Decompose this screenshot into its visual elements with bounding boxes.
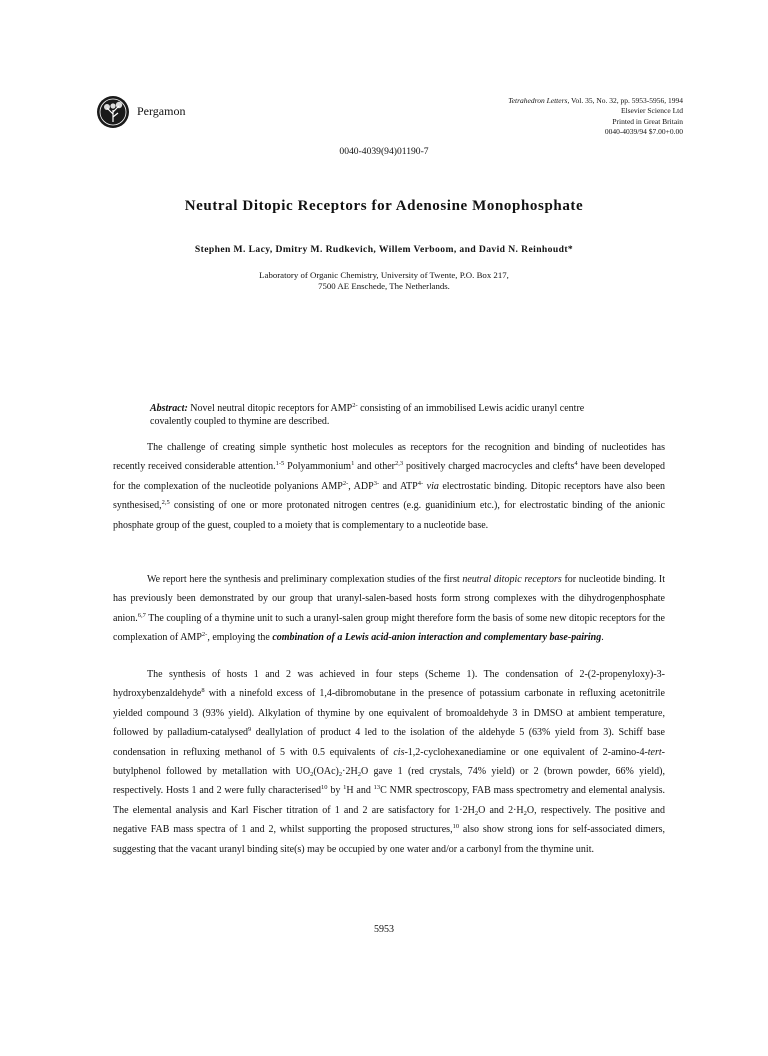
paper-title: Neutral Ditopic Receptors for Adenosine Monophosphate <box>184 198 584 214</box>
text: with a ninefold excess of 1,4-dibromobutane in the presence of potassium carbonate in refluxing acetonitrile yielded compound 3 (93% yield). Alkylation of thymine by one equivalent of bromoaldehyde 3 in DMSO at ambient temperature, followed by palladium-catalysed <box>113 688 665 739</box>
text: . <box>601 632 604 644</box>
issn-line: 0040-4039/94 $7.00+0.00 <box>604 127 683 137</box>
article-code: 0040-4039(94)01190-7 <box>339 146 429 157</box>
text: The synthesis of hosts 1 and 2 was achieved in four steps (Scheme 1). The condensation of 2-(2-propenyloxy)-3-hydroxybenzaldehyde <box>113 669 665 700</box>
printed-line: Printed in Great Britain <box>612 116 683 126</box>
charge-superscript: 4- <box>417 479 424 487</box>
text: deallylation of product 4 led to the isolation of the aldehyde 5 (63% yield from 3). Schiff base condensation in refluxing methanol of 5 with 0.5 equivalents of <box>113 727 665 758</box>
text: C NMR spectroscopy, FAB mass spectrometry and elemental analysis. The elemental analysis and Karl Fischer titration of 1 and 2 are satisfactory for 1·2H <box>113 785 666 816</box>
citation-ref: 2,5 <box>161 499 170 507</box>
italic-text: cis <box>393 746 405 758</box>
citation-ref: 6,7 <box>137 611 146 619</box>
page-number: 5953 <box>374 924 394 935</box>
superscript: 2- <box>352 402 358 409</box>
charge-superscript: 2- <box>201 631 208 639</box>
italic-text: neutral ditopic receptors <box>462 574 562 585</box>
affiliation <box>0 270 768 292</box>
citation-ref: 8 <box>201 687 205 695</box>
subscript: 2 <box>310 771 314 779</box>
text: O and 2·H <box>478 804 524 816</box>
citation-ref: 2,3 <box>395 460 404 468</box>
citation-ref: 1 <box>351 460 355 468</box>
subscript: 2 <box>338 771 343 779</box>
text: also show strong ions for self-associated dimers, suggesting that the vacant uranyl binding site(s) may be occupied by one water and/or a carbonyl from the thymine unit. <box>113 824 665 855</box>
citation-ref: 4 <box>574 460 578 468</box>
subscript: 2 <box>357 771 361 779</box>
publisher-line: Elsevier Science Ltd <box>620 106 683 116</box>
text: and other <box>354 461 395 473</box>
emphasis-text: combination of a Lewis acid-anion interaction and complementary base-pairing <box>272 632 602 644</box>
text: -butylphenol followed by metallation with UO <box>113 746 666 778</box>
affiliation-line-1: Laboratory of Organic Chemistry, University of Twente, P.O. Box 217, <box>259 270 509 280</box>
text: for nucleotide binding. It has previously been demonstrated by our group that uranyl-salen-based hosts form strong complexes with the dihydrogenphosphate anion. <box>113 574 666 624</box>
text: The challenge of creating simple synthetic host molecules as receptors for the recognition and binding of nucleotides has recently received considerable attention. <box>113 442 665 473</box>
citation-ref: 9 <box>248 726 252 734</box>
affiliation-line-2: 7500 AE Enschede, The Netherlands. <box>318 281 450 291</box>
text: We report here the synthesis and preliminary complexation studies of the first <box>147 574 463 585</box>
text: (OAc) <box>313 766 339 778</box>
citation-ref: 10 <box>321 784 328 792</box>
author-list: Stephen M. Lacy, Dmitry M. Rudkevich, Willem Verboom, and David N. Reinhoudt* <box>194 244 574 255</box>
text: and ATP <box>379 480 418 492</box>
body-paragraph-2 <box>113 570 665 648</box>
publisher-name: Pergamon <box>137 104 186 118</box>
italic-text: via <box>423 480 439 492</box>
text: O, respectively. The positive and negative FAB mass spectra of 1 and 2, whilst supporting the proposed structures, <box>113 804 665 836</box>
charge-superscript: 3- <box>373 479 380 487</box>
subscript: 2 <box>523 809 527 817</box>
text: Polyammonium <box>284 461 352 473</box>
isotope-superscript: 13 <box>373 784 381 792</box>
charge-superscript: 2- <box>342 479 349 487</box>
body-paragraph-1 <box>113 438 665 535</box>
citation-ref: 1-5 <box>275 460 285 468</box>
text: The coupling of a thymine unit to such a uranyl-salen group might therefore form the basis of some new ditopic receptors for the complexation of AMP <box>113 612 665 644</box>
text: by <box>327 785 344 797</box>
italic-text: tert <box>647 746 662 758</box>
text: have been developed for the complexation of the nucleotide polyanions AMP <box>113 461 665 492</box>
journal-info <box>508 96 683 138</box>
citation-ref: 10 <box>452 823 460 831</box>
text: ·2H <box>342 766 358 778</box>
journal-citation <box>508 96 683 106</box>
isotope-superscript: 1 <box>343 784 347 792</box>
abstract <box>150 402 618 429</box>
journal-name: Tetrahedron Letters <box>508 96 568 105</box>
subscript: 2 <box>474 809 479 817</box>
text: consisting of one or more protonated nitrogen centres (e.g. guanidinium etc.), for electrostatic binding of the anionic phosphate group of the guest, coupled to a moiety that is complementary to a nucleotide base. <box>113 500 665 531</box>
abstract-text: Novel neutral ditopic receptors for AMP <box>187 403 353 414</box>
abstract-label: Abstract: <box>150 403 188 414</box>
text: electrostatic binding. Ditopic receptors have also been synthesised, <box>113 480 666 512</box>
text: , ADP <box>348 480 374 492</box>
body-paragraph-3 <box>113 665 665 859</box>
elsevier-tree-logo <box>96 95 130 129</box>
journal-volume: , Vol. 35, No. 32, pp. 5953-5956, 1994 <box>567 96 683 105</box>
abstract-text: consisting of an immobilised Lewis acidic uranyl centre covalently coupled to thymine are described. <box>150 403 585 428</box>
text: -1,2-cyclohexanediamine or one equivalent of 2-amino-4- <box>404 746 648 758</box>
text: O gave 1 (red crystals, 74% yield) or 2 (brown powder, 66% yield), respectively. Hosts 1 and 2 were fully characterised <box>113 766 665 797</box>
text: H and <box>346 785 374 797</box>
text: , employing the <box>207 632 273 644</box>
text: positively charged macrocycles and clefts <box>403 461 575 473</box>
